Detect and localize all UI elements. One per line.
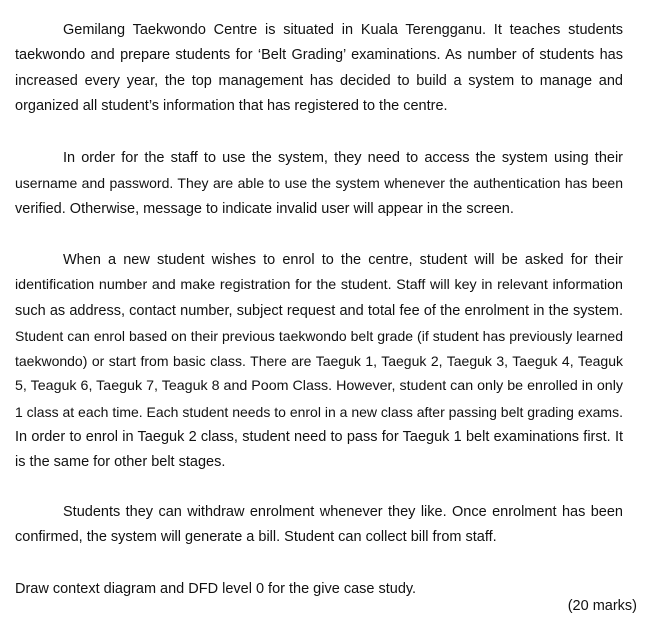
paragraph-enrolment bbox=[15, 248, 623, 476]
paragraph-line: identification number and make registration for the student. Staff will key in relevant information bbox=[15, 277, 623, 294]
paragraph-line: is the same for other belt stages. bbox=[15, 454, 226, 471]
paragraph-line: 5, Teaguk 6, Taeguk 7, Teaguk 8 and Poom Class. However, student can only be enrolled in only bbox=[15, 378, 623, 395]
marks-label: (20 marks) bbox=[567, 598, 637, 614]
paragraph-line: verified. Otherwise, message to indicate invalid user will appear in the screen. bbox=[15, 200, 514, 217]
paragraph-line: Student can enrol based on their previous taekwondo belt grade (if student has previously learned bbox=[15, 327, 623, 344]
paragraph-line: 1 class at each time. Each student needs to enrol in a new class after passing belt grading exams. bbox=[15, 403, 623, 420]
paragraph-line: username and password. They are able to use the system whenever the authentication has been bbox=[15, 175, 623, 192]
paragraph-line: confirmed, the system will generate a bill. Student can collect bill from staff. bbox=[15, 529, 497, 546]
question-instruction: Draw context diagram and DFD level 0 for the give case study. bbox=[15, 581, 417, 597]
paragraph-intro bbox=[15, 18, 623, 119]
paragraph-line: taekwondo and prepare students for ‘Belt Grading’ examinations. As number of students has bbox=[15, 47, 623, 64]
paragraph-line: increased every year, the top management has decided to build a system to manage and bbox=[15, 72, 623, 89]
paragraph-line: organized all student’s information that has registered to the centre. bbox=[15, 97, 448, 114]
paragraph-line: Gemilang Taekwondo Centre is situated in Kuala Terengganu. It teaches students bbox=[63, 22, 623, 38]
paragraph-line: such as address, contact number, subject request and total fee of the enrolment in the system. bbox=[15, 302, 623, 319]
paragraph-line: Students they can withdraw enrolment whenever they like. Once enrolment has been bbox=[63, 504, 623, 520]
paragraph-line: In order to enrol in Taeguk 2 class, student need to pass for Taeguk 1 belt examinations first. It bbox=[15, 429, 623, 446]
paragraph-line: In order for the staff to use the system, they need to access the system using their bbox=[63, 150, 623, 166]
paragraph-line: When a new student wishes to enrol to the centre, student will be asked for their bbox=[63, 252, 623, 268]
paragraph-withdrawal bbox=[15, 500, 623, 551]
paragraph-line: taekwondo) or start from basic class. There are Taeguk 1, Taeguk 2, Taeguk 3, Taeguk 4, Teaguk bbox=[15, 353, 623, 370]
paragraph-authentication bbox=[15, 146, 623, 222]
